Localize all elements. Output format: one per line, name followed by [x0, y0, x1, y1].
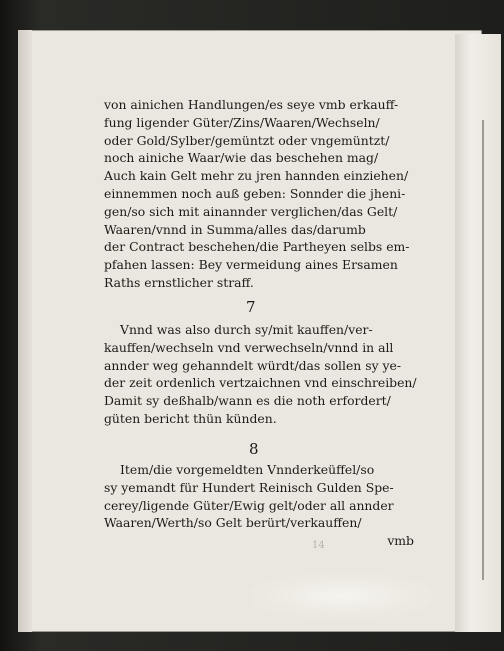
text-line: annder weg gehanndelt würdt/das sollen sy ye- — [104, 357, 402, 373]
text-line: oder Gold/Sylber/gemüntzt oder vngemüntzt/ — [104, 132, 390, 148]
text-line: kauffen/wechseln vnd verwechseln/vnnd in all — [104, 339, 394, 355]
text-line: fung ligender Güter/Zins/Waaren/Wechseln/ — [104, 114, 380, 130]
facing-page-edge — [455, 34, 501, 632]
section-number-8: 8 — [249, 440, 259, 458]
paper-stain — [252, 574, 432, 618]
paragraph-2 — [104, 321, 417, 428]
text-line: gen/so sich mit ainannder verglichen/das Gelt/ — [104, 203, 398, 219]
text-line: der Contract beschehen/die Partheyen selbs em- — [104, 239, 410, 255]
text-line: noch ainiche Waar/wie das beschehen mag/ — [104, 150, 379, 166]
text-line: pfahen lassen: Bey vermeidung aines Ersamen — [104, 257, 398, 273]
text-line: Raths ernstlicher straff. — [104, 274, 254, 290]
text-line: Vnnd was also durch sy/mit kauffen/ver- — [120, 322, 373, 337]
text-line: sy yemandt für Hundert Reinisch Gulden Spe- — [104, 479, 394, 495]
text-line: güten bericht thün künden. — [104, 410, 277, 426]
page-left-edge — [18, 30, 32, 632]
text-line: einnemmen noch auß geben: Sonnder die jheni- — [104, 185, 406, 201]
text-line: der zeit ordenlich vertzaichnen vnd einschreiben/ — [104, 375, 417, 391]
text-line: von ainichen Handlungen/es seye vmb erkauff- — [104, 97, 399, 112]
text-line: cerey/ligende Güter/Ewig gelt/oder all annder — [104, 497, 394, 513]
section-number-7: 7 — [246, 298, 256, 316]
text-line: Auch kain Gelt mehr zu jren hannden einziehen/ — [104, 168, 409, 184]
binding-thread — [482, 120, 484, 580]
text-line: Damit sy deßhalb/wann es die noth erfordert/ — [104, 393, 391, 409]
faint-page-number: 14 — [312, 540, 325, 551]
text-line: Item/die vorgemeldten Vnnderkeüffel/so — [120, 462, 375, 477]
text-line: Waaren/vnnd in Summa/alles das/darumb — [104, 221, 366, 237]
paragraph-1 — [104, 96, 414, 292]
catchword: vmb — [387, 533, 414, 549]
paragraph-3 — [104, 461, 414, 550]
text-line: Waaren/Werth/so Gelt berürt/verkauffen/ — [104, 515, 362, 531]
